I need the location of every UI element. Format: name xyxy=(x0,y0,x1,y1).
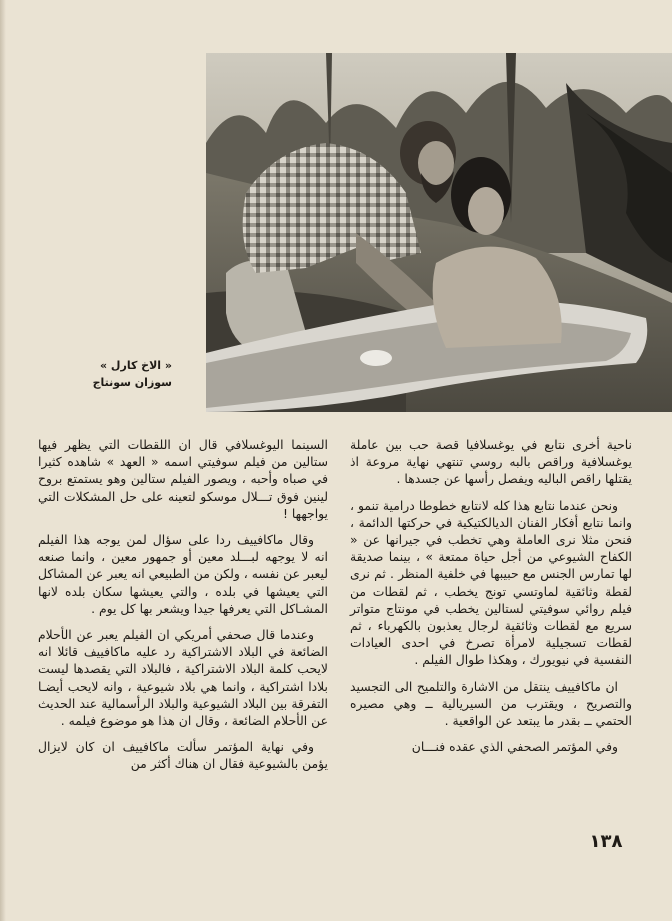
page-edge xyxy=(0,0,6,921)
photo-caption xyxy=(62,357,172,391)
paragraph: ناحية أخرى نتابع في يوغسلافيا قصة حب بين عاملة يوغسلافية وراقص بالبه روسي تنتهي نهاية مروعة اذ يقتلها راقص الباليه ويفصل رأسها عن جسدها . xyxy=(350,437,632,487)
paragraph: وفي نهاية المؤتمر سألت ماكافييف ان كان لايزال يؤمن بالشيوعية فقال ان هناك أكثر من xyxy=(38,739,328,772)
text-column-left xyxy=(38,436,328,782)
paragraph: وقال ماكافييف ردا على سؤال لمن يوجه هذا الفيلم انه لا يوجهه لبـــلد معين أو جمهور معين ، وانما صنعه ليعبر عن نفسه ، ولكن من الطبيعي انه يعبر عن المشاكل التي يعيشها في بلده ، والتي يعيشها سكان بلده لانها المشـاكل التي يعرفها جيدا ويشعر بها كل يوم . xyxy=(38,532,328,616)
text-column-right xyxy=(350,436,632,764)
paragraph: وعندما قال صحفي أمريكي ان الفيلم يعبر عن الأحلام الضائعة في البلاد الاشتراكية رد عليه ماكافييف قائلا انه لايحب كلمة البلاد الاشتراكية ، فالبلاد التي يقصدها ليست بلادا اشتراكية ، وانما هي بلاد شيوعية ، وانه لايحب أيضـا التفرقة بين البلاد الشيوعية والبلاد الرأسمالية عند الحديث عن الأحلام الضائعة ، وقال ان هذا هو موضوع فيلمه . xyxy=(38,627,328,729)
paragraph: السينما اليوغسلافي قال ان اللقطات التي يظهر فيها ستالين من فيلم سوفيتي اسمه « العهد » شاهده كثيرا في صباه وأحبه ، ويصور الفيلم ستالين وهو يستمتع بروح لينين فوق تـــلال موسكو لتعينه على حل المشكلات التي يواجهها ! xyxy=(38,437,328,521)
film-still-illustration xyxy=(206,53,672,412)
caption-line-director: سوزان سونتاج xyxy=(92,376,172,389)
film-still-photo xyxy=(206,53,672,412)
paragraph: وفي المؤتمر الصحفي الذي عقده فنـــان xyxy=(411,739,618,755)
paragraph: ونحن عندما نتابع هذا كله لانتابع خطوطا درامية تنمو ، وانما نتابع أفكار الفنان الديالكتيكية في حركتها الدائمة ، فنحن مثلا نرى العاملة وهي تخطب في جيرانها عن « الكفاح الشيوعي من أجل حياة ممتعة » ، بينما صديقة لها تمارس الجنس مع حبيبها في خلفية المنظر . ثم نرى لقطة وثائقية لماوتسي تونج يخطب ، ثم لقطات من فيلم روائي سوفيتي لستالين يخطب في مونتاج متواتر سريع مع لقطات وثائقية لرجال يعذبون بالكهرباء ، ثم لقطات تسجيلية لامرأة تصرخ في احدى العيادات النفسية في نيويورك ، وهكذا طوال الفيلم . xyxy=(350,497,632,668)
page-number: ١٣٨ xyxy=(589,831,623,852)
caption-line-title: « الاخ كارل » xyxy=(100,359,172,372)
paragraph: ان ماكافييف ينتقل من الاشارة والتلميح الى التجسيد والتصريح ، ويقترب من السيريالية ــ وهي مصيره الحتمي ــ بقدر ما يبتعد عن الواقعية . xyxy=(350,678,632,729)
